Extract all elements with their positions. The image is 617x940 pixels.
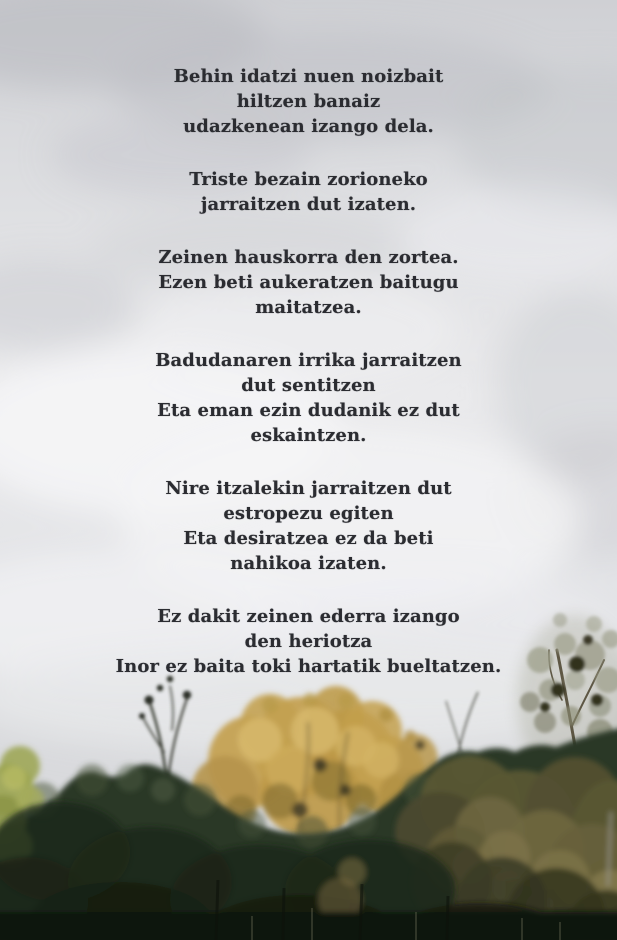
poem-line: dut sentitzen [241, 375, 376, 396]
poem-line: Ezen beti aukeratzen baitugu [158, 272, 459, 293]
poem-stanza-1 [0, 64, 617, 139]
poem-line: Eta eman ezin dudanik ez dut [157, 400, 460, 421]
poem-line: den heriotza [244, 631, 373, 652]
poem-stanza-6 [0, 604, 617, 679]
poem-text [0, 64, 617, 707]
poem-line: udazkenean izango dela. [183, 116, 434, 137]
poem-line: Behin idatzi nuen noizbait [173, 66, 444, 87]
poem-stanza-3 [0, 245, 617, 320]
poem-line: Inor ez baita toki hartatik bueltatzen. [115, 656, 502, 677]
poem-line: estropezu egiten [223, 503, 394, 524]
poem-stanza-4 [0, 348, 617, 448]
poem-stanza-2 [0, 167, 617, 217]
poem-line: Triste bezain zorioneko [189, 169, 428, 190]
poem-line: hiltzen banaiz [236, 91, 381, 112]
poem-line: Eta desiratzea ez da beti [183, 528, 434, 549]
poem-line: eskaintzen. [250, 425, 367, 446]
poem-line: maitatzea. [255, 297, 362, 318]
poem-line: Badudanaren irrika jarraitzen [155, 350, 462, 371]
poem-line: Nire itzalekin jarraitzen dut [165, 478, 452, 499]
poem-line: jarraitzen dut izaten. [200, 194, 417, 215]
poem-stanza-5 [0, 476, 617, 576]
poem-line: nahikoa izaten. [230, 553, 387, 574]
poem-line: Zeinen hauskorra den zortea. [158, 247, 459, 268]
poem-line: Ez dakit zeinen ederra izango [157, 606, 460, 627]
